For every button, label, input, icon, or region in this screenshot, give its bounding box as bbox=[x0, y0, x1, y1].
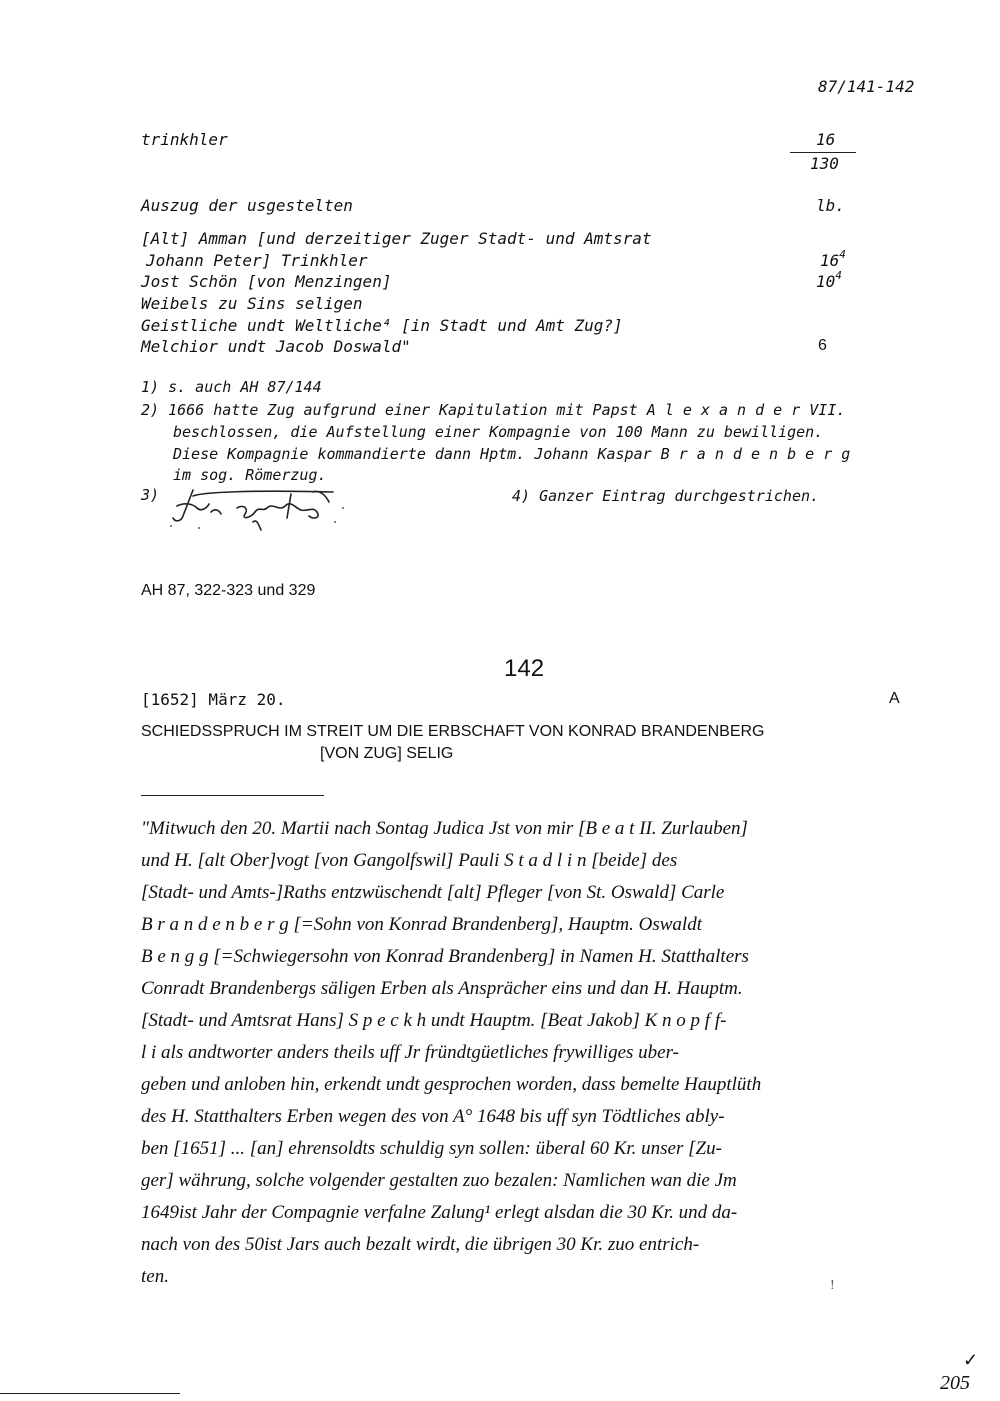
section-divider bbox=[141, 795, 324, 796]
body-line: ben [1651] ... [an] ehrensoldts schuldig syn sollen: überal 60 Kr. unser [Zu- bbox=[141, 1138, 722, 1159]
body-line: "Mitwuch den 20. Martii nach Sontag Judica Jst von mir [B e a t II. Zurlauben] bbox=[141, 818, 748, 839]
body-line: [Stadt- und Amts-]Raths entzwüschendt [alt] Pfleger [von St. Oswald] Carle bbox=[141, 882, 725, 903]
extract-line-5: Geistliche undt Weltliche⁴ [in Stadt und Amt Zug?] bbox=[141, 316, 623, 335]
fraction-denominator: 130 bbox=[810, 154, 839, 173]
handwritten-page-number: 205 bbox=[940, 1372, 970, 1394]
footnote-2-line-4: im sog. Römerzug. bbox=[173, 466, 327, 484]
body-line: des H. Statthalters Erben wegen des von A° 1648 bis uff syn Tödtliches ably- bbox=[141, 1106, 725, 1127]
margin-mark: ! bbox=[830, 1278, 835, 1293]
extract-unit: lb. bbox=[816, 196, 845, 215]
scan-edge bbox=[0, 1393, 180, 1394]
extract-value-2: $16^4$ bbox=[820, 248, 846, 270]
document-title-line-1: SCHIEDSSPRUCH IM STREIT UM DIE ERBSCHAFT VON KONRAD BRANDENBERG bbox=[141, 723, 765, 740]
handwritten-signature bbox=[163, 478, 353, 540]
body-line: 1649ist Jahr der Compagnie verfalne Zalung¹ erlegt alsdan die 30 Kr. und da- bbox=[141, 1202, 738, 1223]
body-line: geben und anloben hin, erkendt undt gesprochen worden, dass bemelte Hauptlüth bbox=[141, 1074, 762, 1095]
body-line: und H. [alt Ober]vogt [von Gangolfswil] Pauli S t a d l i n [beide] des bbox=[141, 850, 678, 871]
body-line: nach von des 50ist Jars auch bezalt wirdt, die übrigen 30 Kr. zuo entrich- bbox=[141, 1234, 700, 1255]
extract-line-1: [Alt] Amman [und derzeitiger Zuger Stadt- und Amtsrat bbox=[141, 229, 652, 248]
footnote-3-label: 3) bbox=[141, 486, 160, 504]
footnote-2-line-3: Diese Kompagnie kommandierte dann Hptm. Johann Kaspar B r a n d e n b e r g bbox=[173, 445, 851, 463]
fraction-bar bbox=[790, 152, 856, 153]
extract-line-2: Johann Peter] Trinkhler bbox=[146, 251, 368, 270]
body-line: B e n g g [=Schwiegersohn von Konrad Brandenberg] in Namen H. Statthalters bbox=[141, 946, 749, 967]
document-number: 142 bbox=[504, 655, 545, 682]
extract-value-6: 6 bbox=[818, 337, 827, 354]
extract-line-3: Jost Schön [von Menzingen] bbox=[141, 272, 392, 291]
document-marker: A bbox=[889, 690, 900, 707]
body-line: l i als andtworter anders theils uff Jr fründtgüetliches frywilliges uber- bbox=[141, 1042, 679, 1063]
fraction-numerator: 16 bbox=[816, 130, 836, 149]
document-date: [1652] März 20. bbox=[141, 690, 286, 709]
entry-title: trinkhler bbox=[141, 130, 228, 149]
footnote-4: 4) Ganzer Eintrag durchgestrichen. bbox=[512, 487, 820, 505]
reference-number: 87/141-142 bbox=[818, 77, 915, 96]
footnote-1: 1) s. auch AH 87/144 bbox=[141, 378, 322, 396]
source-reference: AH 87, 322-323 und 329 bbox=[141, 582, 316, 599]
extract-line-6: Melchior undt Jacob Doswald" bbox=[141, 337, 411, 356]
footnote-2-line-2: beschlossen, die Aufstellung einer Kompagnie von 100 Mann zu bewilligen. bbox=[173, 423, 824, 441]
footnote-2-line-1: 2) 1666 hatte Zug aufgrund einer Kapitulation mit Papst A l e x a n d e r VII. bbox=[141, 401, 846, 419]
extract-line-4: Weibels zu Sins seligen bbox=[141, 294, 363, 313]
extract-value-3: $10^4$ bbox=[816, 269, 842, 291]
body-line: [Stadt- und Amtsrat Hans] S p e c k h undt Hauptm. [Beat Jakob] K n o p f f- bbox=[141, 1010, 727, 1031]
body-line: B r a n d e n b e r g [=Sohn von Konrad Brandenberg], Hauptm. Oswaldt bbox=[141, 914, 702, 935]
extract-heading: Auszug der usgestelten bbox=[141, 196, 353, 215]
body-line: ten. bbox=[141, 1266, 169, 1287]
body-line: ger] währung, solche volgender gestalten zuo bezalen: Namlichen wan die Jm bbox=[141, 1170, 737, 1191]
body-line: Conradt Brandenbergs säligen Erben als Ansprächer eins und dan H. Hauptm. bbox=[141, 978, 743, 999]
document-title-line-2: [VON ZUG] SELIG bbox=[320, 745, 454, 762]
check-mark-icon: ✓ bbox=[963, 1350, 979, 1370]
